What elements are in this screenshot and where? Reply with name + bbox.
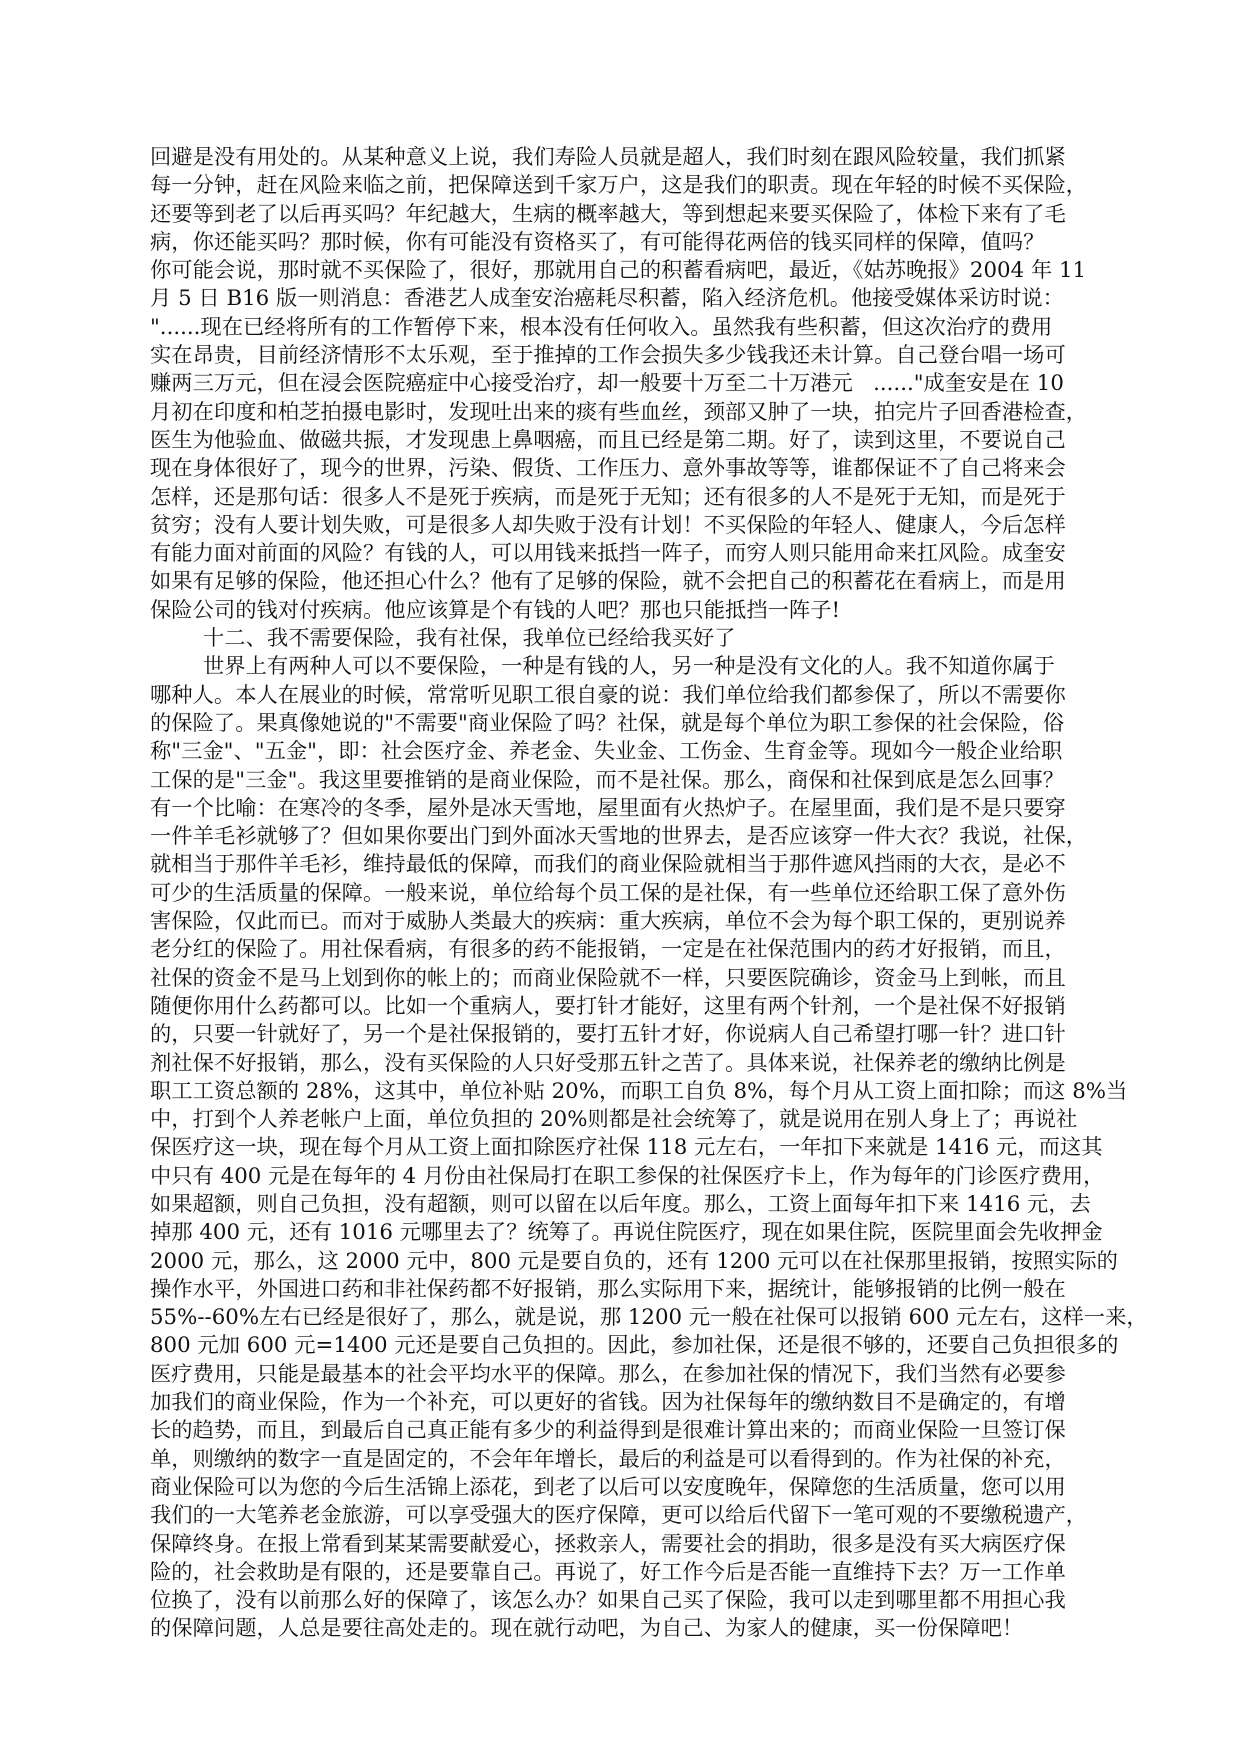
text-line: 随便你用什么药都可以。比如一个重病人，要打针才能好，这里有两个针剂，一个是社保不好报销 (150, 993, 1066, 1019)
text-line: 医疗费用，只能是最基本的社会平均水平的保障。那么，在参加社保的情况下，我们当然有必要参 (150, 1361, 1066, 1387)
text-line: 保障终身。在报上常看到某某需要献爱心，拯救亲人，需要社会的捐助，很多是没有买大病医疗保 (150, 1531, 1066, 1557)
text-line: 称"三金"、"五金"，即：社会医疗金、养老金、失业金、工伤金、生育金等。现如今一般企业给职 (150, 739, 1063, 765)
text-line: 掉那 400 元，还有 1016 元哪里去了？统筹了。再说住院医疗，现在如果住院，医院里面会先收押金 (150, 1220, 1103, 1246)
text-line: 回避是没有用处的。从某种意义上说，我们寿险人员就是超人，我们时刻在跟风险较量，我们抓紧 (150, 145, 1066, 170)
paragraph-2 (150, 653, 1148, 1643)
text-line: 2000 元，那么，这 2000 元中，800 元是要自负的，还有 1200 元可以在社保那里报销，按照实际的 (150, 1248, 1118, 1274)
text-line: 赚两三万元，但在浸会医院癌症中心接受治疗，却一般要十万至二十万港元 ......"成奎安是在 10 (150, 371, 1064, 397)
text-line: 加我们的商业保险，作为一个补充，可以更好的省钱。因为社保每年的缴纳数目不是确定的，有增 (150, 1390, 1066, 1416)
text-line: 800 元加 600 元=1400 元还是要自己负担的。因此，参加社保，还是很不够的，还要自己负担很多的 (150, 1333, 1119, 1359)
text-line: 职工工资总额的 28%，这其中，单位补贴 20%，而职工自负 8%，每个月从工资上面扣除；而这 8%当 (150, 1078, 1128, 1104)
text-line: 可少的生活质量的保障。一般来说，单位给每个员工保的是社保，有一些单位还给职工保了意外伤 (150, 880, 1066, 906)
text-line: 55%--60%左右已经是很好了，那么，就是说，那 1200 元一般在社保可以报销 600 元左右，这样一来， (150, 1305, 1148, 1331)
text-line: 老分红的保险了。用社保看病，有很多的药不能报销，一定是在社保范围内的药才好报销，而且， (150, 937, 1066, 963)
text-line: 就相当于那件羊毛衫，维持最低的保障，而我们的商业保险就相当于那件遮风挡雨的大衣，是必不 (150, 852, 1066, 878)
text-line: 怎样，还是那句话：很多人不是死于疾病，而是死于无知；还有很多的人不是死于无知，而是死于 (150, 484, 1066, 510)
section-heading: 十二、我不需要保险，我有社保，我单位已经给我买好了 (203, 626, 736, 652)
text-line: 如果超额，则自己负担，没有超额，则可以留在以后年度。那么，工资上面每年扣下来 1416 元，去 (150, 1191, 1091, 1217)
text-line: "......现在已经将所有的工作暂停下来，根本没有任何收入。虽然我有些积蓄，但这次治疗的费用 (150, 314, 1053, 340)
text-line: 你可能会说，那时就不买保险了，很好，那就用自己的积蓄看病吧，最近，《姑苏晚报》2004 年 11 (150, 258, 1087, 284)
text-line: 贫穷；没有人要计划失败，可是很多人却失败于没有计划！不买保险的年轻人、健康人，今后怎样 (150, 512, 1066, 538)
text-line: 一件羊毛衫就够了？但如果你要出门到外面冰天雪地的世界去，是否应该穿一件大衣？我说，社保， (150, 824, 1088, 850)
text-line: 如果有足够的保险，他还担心什么？他有了足够的保险，就不会把自己的积蓄花在看病上，而是用 (150, 569, 1066, 595)
text-line: 我们的一大笔养老金旅游，可以享受强大的医疗保障，更可以给后代留下一笔可观的不要缴税遗产， (150, 1503, 1088, 1529)
text-line: 保险公司的钱对付疾病。他应该算是个有钱的人吧？那也只能抵挡一阵子! (150, 597, 841, 623)
text-line: 操作水平，外国进口药和非社保药都不好报销，那么实际用下来，据统计，能够报销的比例一般在 (150, 1276, 1066, 1302)
text-line: 剂社保不好报销，那么，没有买保险的人只好受那五针之苦了。具体来说，社保养老的缴纳比例是 (150, 1050, 1066, 1076)
text-line: 位换了，没有以前那么好的保障了，该怎么办？如果自己买了保险，我可以走到哪里都不用担心我 (150, 1588, 1066, 1614)
text-line: 还要等到老了以后再买吗？年纪越大，生病的概率越大，等到想起来要买保险了，体检下来有了毛 (150, 201, 1066, 227)
text-line: 哪种人。本人在展业的时候，常常听见职工很自豪的说：我们单位给我们都参保了，所以不需要你 (150, 682, 1066, 708)
text-line: 医生为他验血、做磁共振，才发现患上鼻咽癌，而且已经是第二期。好了，读到这里，不要说自己 (150, 427, 1066, 453)
text-line: 单，则缴纳的数字一直是固定的，不会年年增长，最后的利益是可以看得到的。作为社保的补充， (150, 1446, 1066, 1472)
text-line: 害保险，仅此而已。而对于威胁人类最大的疾病：重大疾病，单位不会为每个职工保的，更别说养 (150, 909, 1066, 935)
text-line: 中只有 400 元是在每年的 4 月份由社保局打在职工参保的社保医疗卡上，作为每年的门诊医疗费用， (150, 1163, 1105, 1189)
text-line: 险的，社会救助是有限的，还是要靠自己。再说了，好工作今后是否能一直维持下去？万一工作单 (150, 1559, 1066, 1585)
paragraph-1 (150, 144, 1104, 625)
text-line: 工保的是"三金"。我这里要推销的是商业保险，而不是社保。那么，商保和社保到底是怎么回事？ (150, 767, 1065, 793)
text-line: 每一分钟，赶在风险来临之前，把保障送到千家万户，这是我们的职责。现在年轻的时候不买保险， (150, 173, 1088, 199)
text-line: 的保障问题，人总是要往高处走的。现在就行动吧，为自己、为家人的健康，买一份保障吧！ (150, 1616, 1024, 1642)
text-line: 商业保险可以为您的今后生活锦上添花，到老了以后可以安度晚年，保障您的生活质量，您可以用 (150, 1474, 1066, 1500)
text-line: 中，打到个人养老帐户上面，单位负担的 20%则都是社会统筹了，就是说用在别人身上了；再说社 (150, 1107, 1078, 1133)
text-line: 月初在印度和柏芝拍摄电影时，发现吐出来的痰有些血丝，颈部又肿了一块，拍完片子回香港检查， (150, 399, 1088, 425)
text-line: 有能力面对前面的风险？有钱的人，可以用钱来抵挡一阵子，而穷人则只能用命来扛风险。成奎安 (150, 541, 1066, 567)
text-line: 的，只要一针就好了，另一个是社保报销的，要打五针才好，你说病人自己希望打哪一针？进口针 (150, 1022, 1066, 1048)
text-line: 有一个比喻：在寒冷的冬季，屋外是冰天雪地，屋里面有火热炉子。在屋里面，我们是不是只要穿 (150, 795, 1066, 821)
text-line: 实在昂贵，目前经济情形不太乐观，至于推掉的工作会损失多少钱我还未计算。自己登台唱一场可 (150, 343, 1066, 369)
text-line: 病，你还能买吗？那时候，你有可能没有资格买了，有可能得花两倍的钱买同样的保障，值吗？ (150, 229, 1045, 255)
text-line: 的保险了。果真像她说的"不需要"商业保险了吗？社保，就是每个单位为职工参保的社会保险，俗 (150, 710, 1065, 736)
text-line: 月 5 日 B16 版一则消息：香港艺人成奎安治癌耗尽积蓄，陷入经济危机。他接受媒体采访时说： (150, 286, 1064, 312)
text-line: 世界上有两种人可以不要保险，一种是有钱的人，另一种是没有文化的人。我不知道你属于 (203, 654, 1055, 680)
text-line: 社保的资金不是马上划到你的帐上的；而商业保险就不一样，只要医院确诊，资金马上到帐，而且 (150, 965, 1066, 991)
text-line: 现在身体很好了，现今的世界，污染、假货、工作压力、意外事故等等，谁都保证不了自己将来会 (150, 456, 1066, 482)
document-page (150, 144, 1148, 1644)
text-line: 长的趋势，而且，到最后自己真正能有多少的利益得到是很难计算出来的；而商业保险一旦签订保 (150, 1418, 1066, 1444)
text-line: 保医疗这一块，现在每个月从工资上面扣除医疗社保 118 元左右，一年扣下来就是 1416 元，而这其 (150, 1135, 1103, 1161)
